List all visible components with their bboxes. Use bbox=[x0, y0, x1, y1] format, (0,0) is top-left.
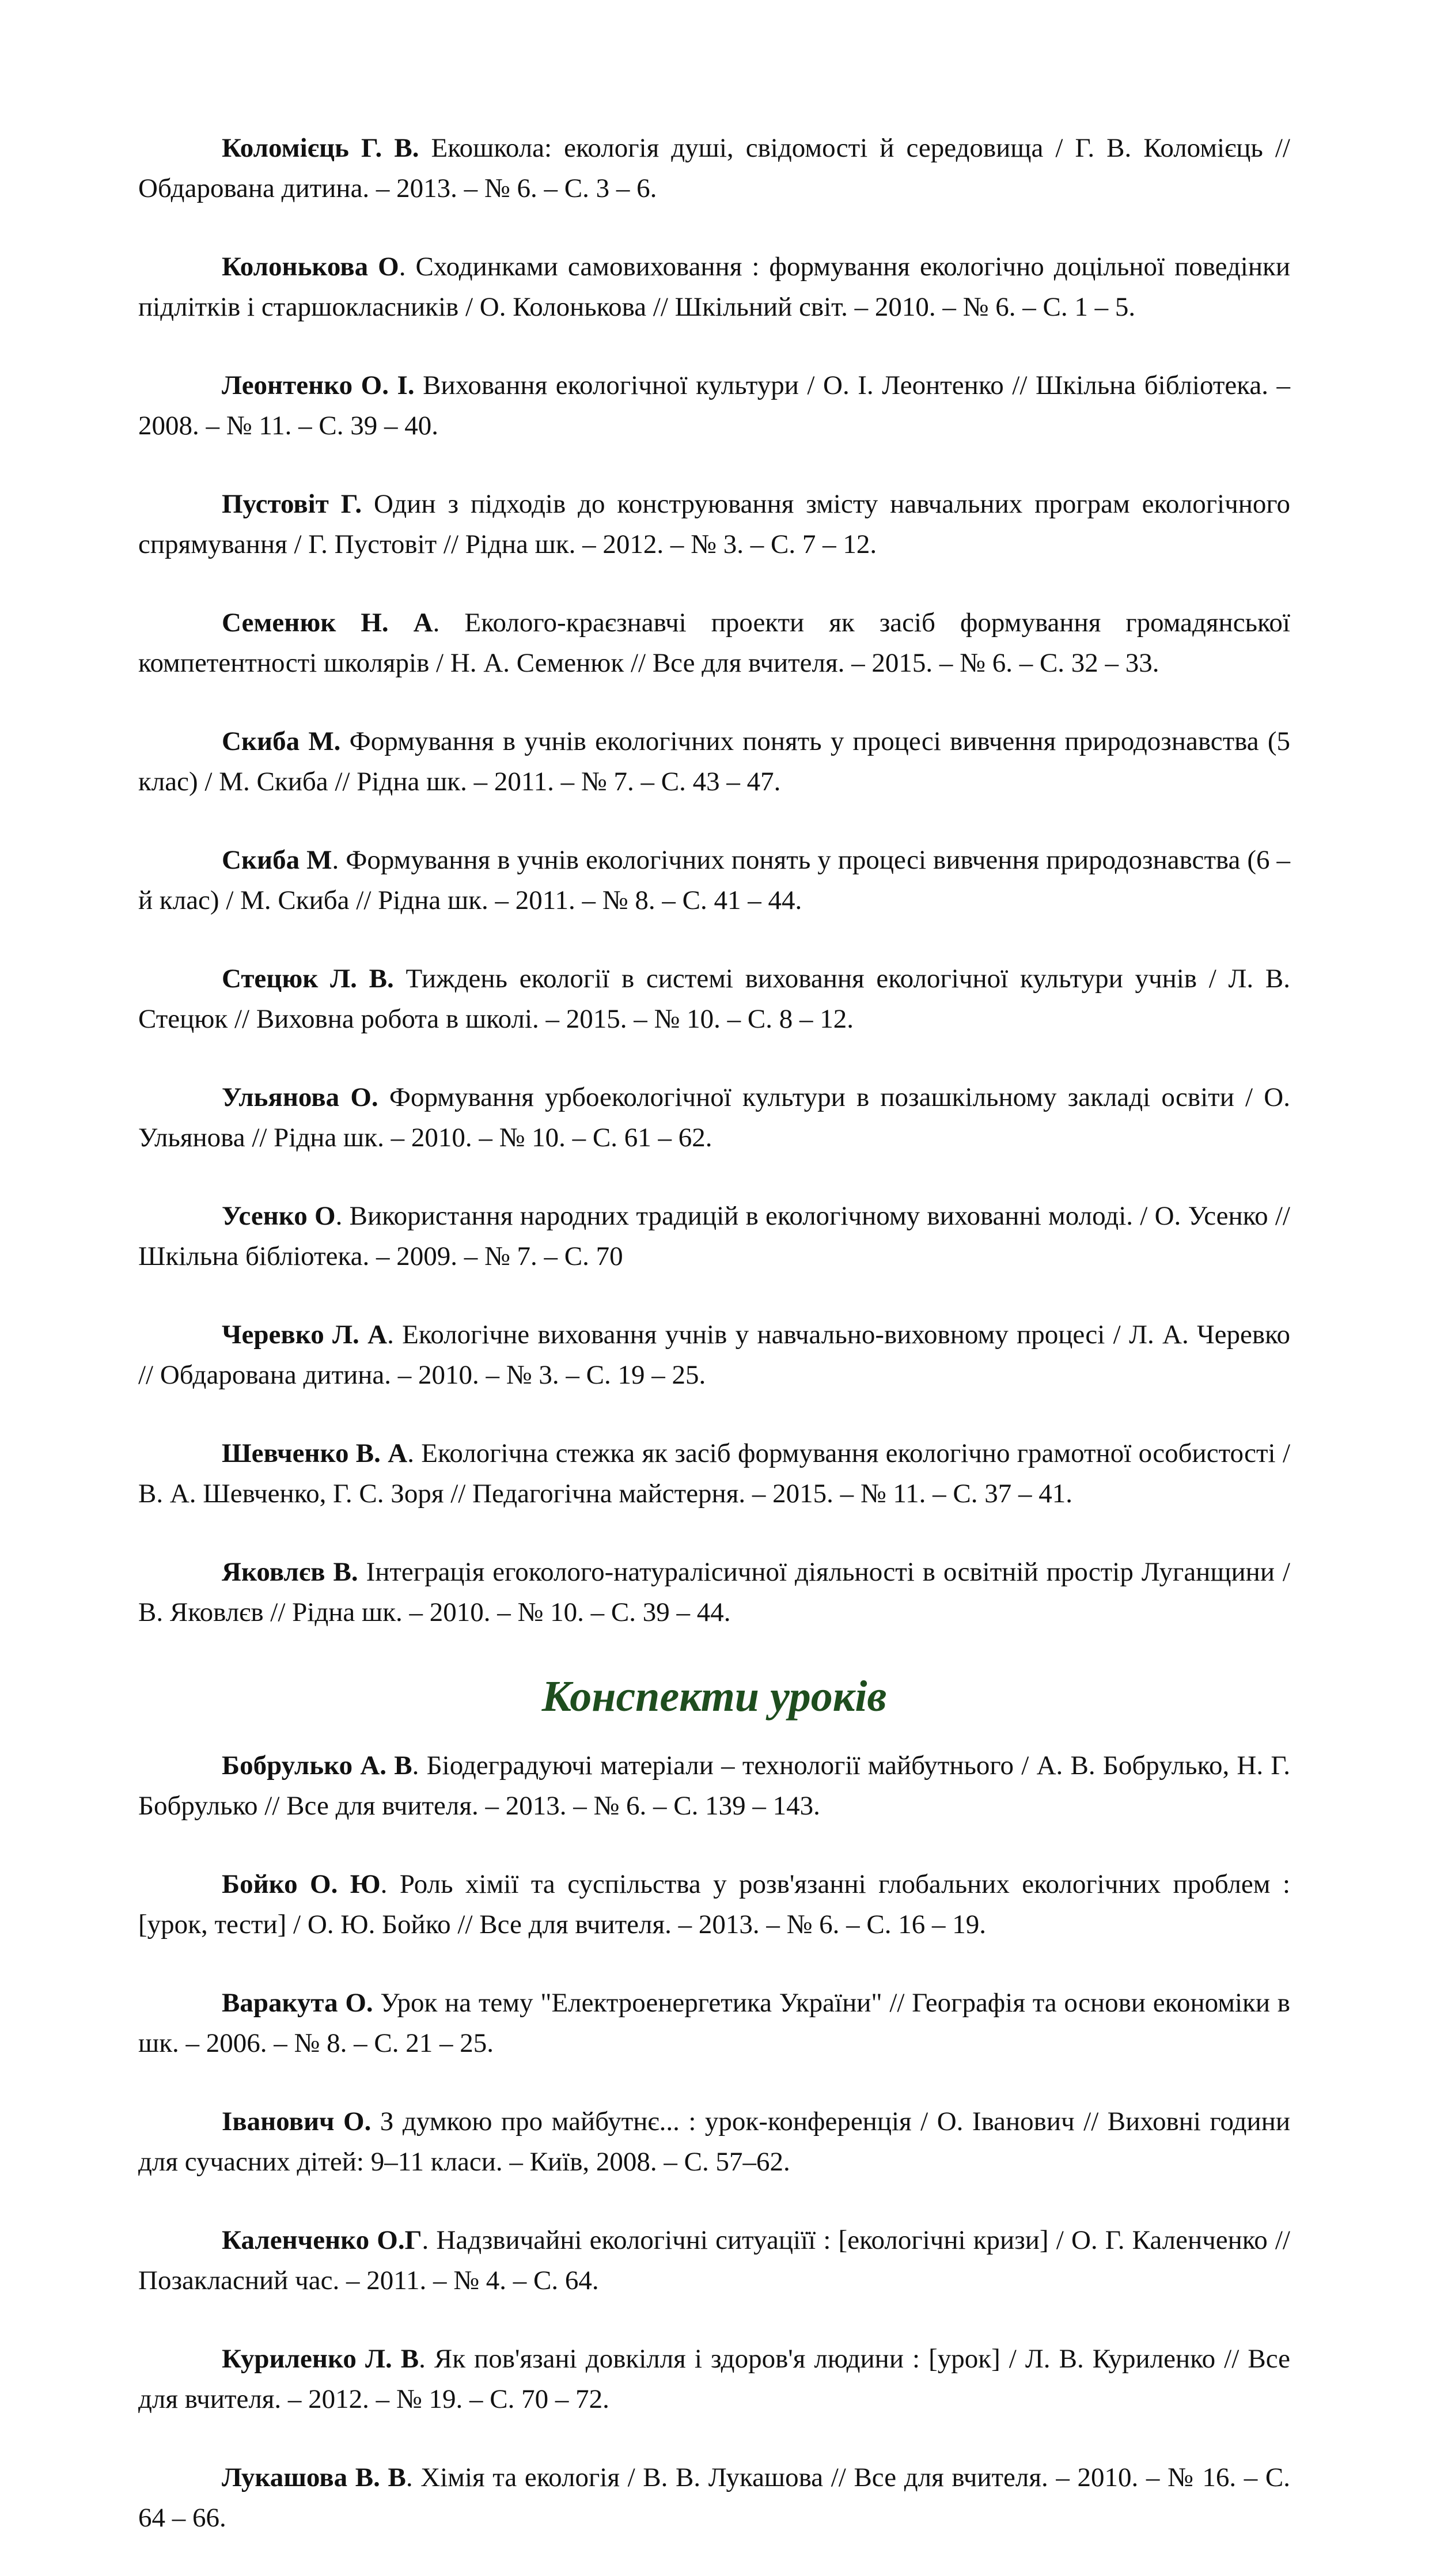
bibliography-entry bbox=[138, 1433, 1290, 1514]
entry-text: Інтеграція егоколого-натуралісичної діяльності в освітній простір Луганщини / В. Яковлєв // Рідна шк. – 2010. – № 10. – С. 39 – 44. bbox=[138, 1557, 1290, 1627]
bibliography-entry bbox=[138, 1983, 1290, 2063]
entry-author: Семенюк Н. А bbox=[222, 608, 433, 638]
entry-text: . Еколого-краєзнавчі проекти як засіб формування громадянської компетентності школярів / Н. А. Семенюк // Все для вчителя. – 2015. – № 6. – С. 32 – 33. bbox=[138, 608, 1290, 678]
bibliography-entry bbox=[138, 1745, 1290, 1826]
bibliography-entry bbox=[138, 603, 1290, 683]
entry-text: З думкою про майбутнє... : урок-конференція / О. Іванович // Виховні години для сучасних дітей: 9–11 класи. – Київ, 2008. – С. 57–62. bbox=[138, 2107, 1291, 2177]
entry-author: Іванович О. bbox=[222, 2107, 372, 2136]
bibliography-entry bbox=[138, 484, 1290, 565]
bibliography-entry bbox=[138, 2339, 1290, 2419]
entry-author: Каленченко О.Г bbox=[222, 2225, 422, 2255]
entry-author: Куриленко Л. В bbox=[222, 2344, 419, 2374]
entry-text: Тиждень екології в системі виховання екологічної культури учнів / Л. В. Стецюк // Виховна робота в школі. – 2015. – № 10. – С. 8 – 12. bbox=[138, 964, 1290, 1034]
entry-author: Лукашова В. В bbox=[222, 2463, 406, 2492]
entry-text: . Хімія та екологія / В. В. Лукашова // Все для вчителя. – 2010. – № 16. – С. 64 – 66. bbox=[138, 2463, 1290, 2533]
section-heading: Конспекти уроків bbox=[541, 1672, 887, 1721]
bibliography-entry bbox=[138, 365, 1290, 446]
bibliography-entry bbox=[138, 959, 1290, 1039]
document-page bbox=[138, 128, 1290, 2576]
entry-text: . Сходинками самовиховання : формування екологічно доцільної поведінки підлітків і старшокласників / О. Колонькова // Шкільний світ. – 2010. – № 6. – С. 1 – 5. bbox=[138, 252, 1290, 322]
entry-author: Скиба М bbox=[222, 845, 332, 875]
entry-author: Бойко О. Ю bbox=[222, 1869, 381, 1899]
bibliography-entry bbox=[138, 2220, 1290, 2301]
entry-text: . Екологічна стежка як засіб формування екологічно грамотної особистості / В. А. Шевченко, Г. С. Зоря // Педагогічна майстерня. – 2015. – № 11. – С. 37 – 41. bbox=[138, 1438, 1291, 1509]
entry-text: Екошкола: екологія душі, свідомості й середовища / Г. В. Коломієць // Обдарована дитина. – 2013. – № 6. – С. 3 – 6. bbox=[138, 133, 1290, 203]
entry-text: Формування урбоекологічної культури в позашкільному закладі освіти / О. Ульянова // Рідна шк. – 2010. – № 10. – С. 61 – 62. bbox=[138, 1082, 1290, 1153]
entry-author: Усенко О bbox=[222, 1201, 336, 1231]
entry-text: Формування в учнів екологічних понять у процесі вивчення природознавства (5 клас) / М. Скиба // Рідна шк. – 2011. – № 7. – С. 43 – 47. bbox=[138, 726, 1290, 797]
entry-author: Варакута О. bbox=[222, 1988, 373, 2018]
bibliography-entry bbox=[138, 1077, 1290, 1158]
bibliography-entry bbox=[138, 721, 1290, 802]
bibliography-section-1 bbox=[138, 128, 1290, 1632]
entry-text: . Як пов'язані довкілля і здоров'я людини : [урок] / Л. В. Куриленко // Все для вчителя. – 2012. – № 19. – С. 70 – 72. bbox=[138, 2344, 1290, 2414]
bibliography-entry bbox=[138, 1552, 1290, 1632]
bibliography-entry bbox=[138, 2101, 1290, 2182]
entry-author: Пустовіт Г. bbox=[222, 489, 362, 519]
entry-text: . Роль хімії та суспільства у розв'язанні глобальних екологічних проблем : [урок, тести] / О. Ю. Бойко // Все для вчителя. – 2013. – № 6. – С. 16 – 19. bbox=[138, 1869, 1291, 1939]
bibliography-entry bbox=[138, 840, 1290, 920]
entry-text: . Формування в учнів екологічних понять у процесі вивчення природознавства (6 –й клас) / М. Скиба // Рідна шк. – 2011. – № 8. – С. 41 – 44. bbox=[138, 845, 1290, 915]
entry-author: Скиба М. bbox=[222, 726, 341, 756]
entry-text: . Використання народних традицій в екологічному вихованні молоді. / О. Усенко // Шкільна бібліотека. – 2009. – № 7. – С. 70 bbox=[138, 1201, 1290, 1271]
bibliography-entry bbox=[138, 1314, 1290, 1395]
entry-author: Стецюк Л. В. bbox=[222, 964, 394, 994]
bibliography-entry bbox=[138, 1864, 1290, 1945]
entry-author: Черевко Л. А bbox=[222, 1320, 388, 1350]
bibliography-section-2 bbox=[138, 1745, 1290, 2538]
entry-author: Ульянова О. bbox=[222, 1082, 378, 1112]
entry-text: . Біодеградуючі матеріали – технології майбутнього / А. В. Бобрулько, Н. Г. Бобрулько // Все для вчителя. – 2013. – № 6. – С. 139 – 143. bbox=[138, 1751, 1290, 1821]
bibliography-entry bbox=[138, 128, 1290, 209]
entry-text: . Екологічне виховання учнів у навчально-виховному процесі / Л. А. Черевко // Обдарована дитина. – 2010. – № 3. – С. 19 – 25. bbox=[138, 1320, 1290, 1390]
bibliography-entry bbox=[138, 2457, 1290, 2538]
entry-text: Урок на тему "Електроенергетика України" // Географія та основи економіки в шк. – 2006. – № 8. – С. 21 – 25. bbox=[138, 1988, 1290, 2058]
entry-text: . Надзвичайні екологічні ситуаціїї : [екологічні кризи] / О. Г. Каленченко // Позакласний час. – 2011. – № 4. – С. 64. bbox=[138, 2225, 1290, 2295]
entry-author: Шевченко В. А bbox=[222, 1438, 408, 1468]
bibliography-entry bbox=[138, 1196, 1290, 1276]
entry-author: Яковлєв В. bbox=[222, 1557, 358, 1587]
entry-text: Один з підходів до конструювання змісту навчальних програм екологічного спрямування / Г. Пустовіт // Рідна шк. – 2012. – № 3. – С. 7 – 12. bbox=[138, 489, 1290, 559]
entry-author: Коломієць Г. В. bbox=[222, 133, 419, 163]
entry-author: Колонькова О bbox=[222, 252, 399, 282]
bibliography-entry bbox=[138, 247, 1290, 327]
entry-author: Леонтенко О. І. bbox=[222, 370, 415, 400]
entry-author: Бобрулько А. В bbox=[222, 1751, 412, 1781]
entry-text: Виховання екологічної культури / О. І. Леонтенко // Шкільна бібліотека. – 2008. – № 11. – С. 39 – 40. bbox=[138, 370, 1291, 441]
